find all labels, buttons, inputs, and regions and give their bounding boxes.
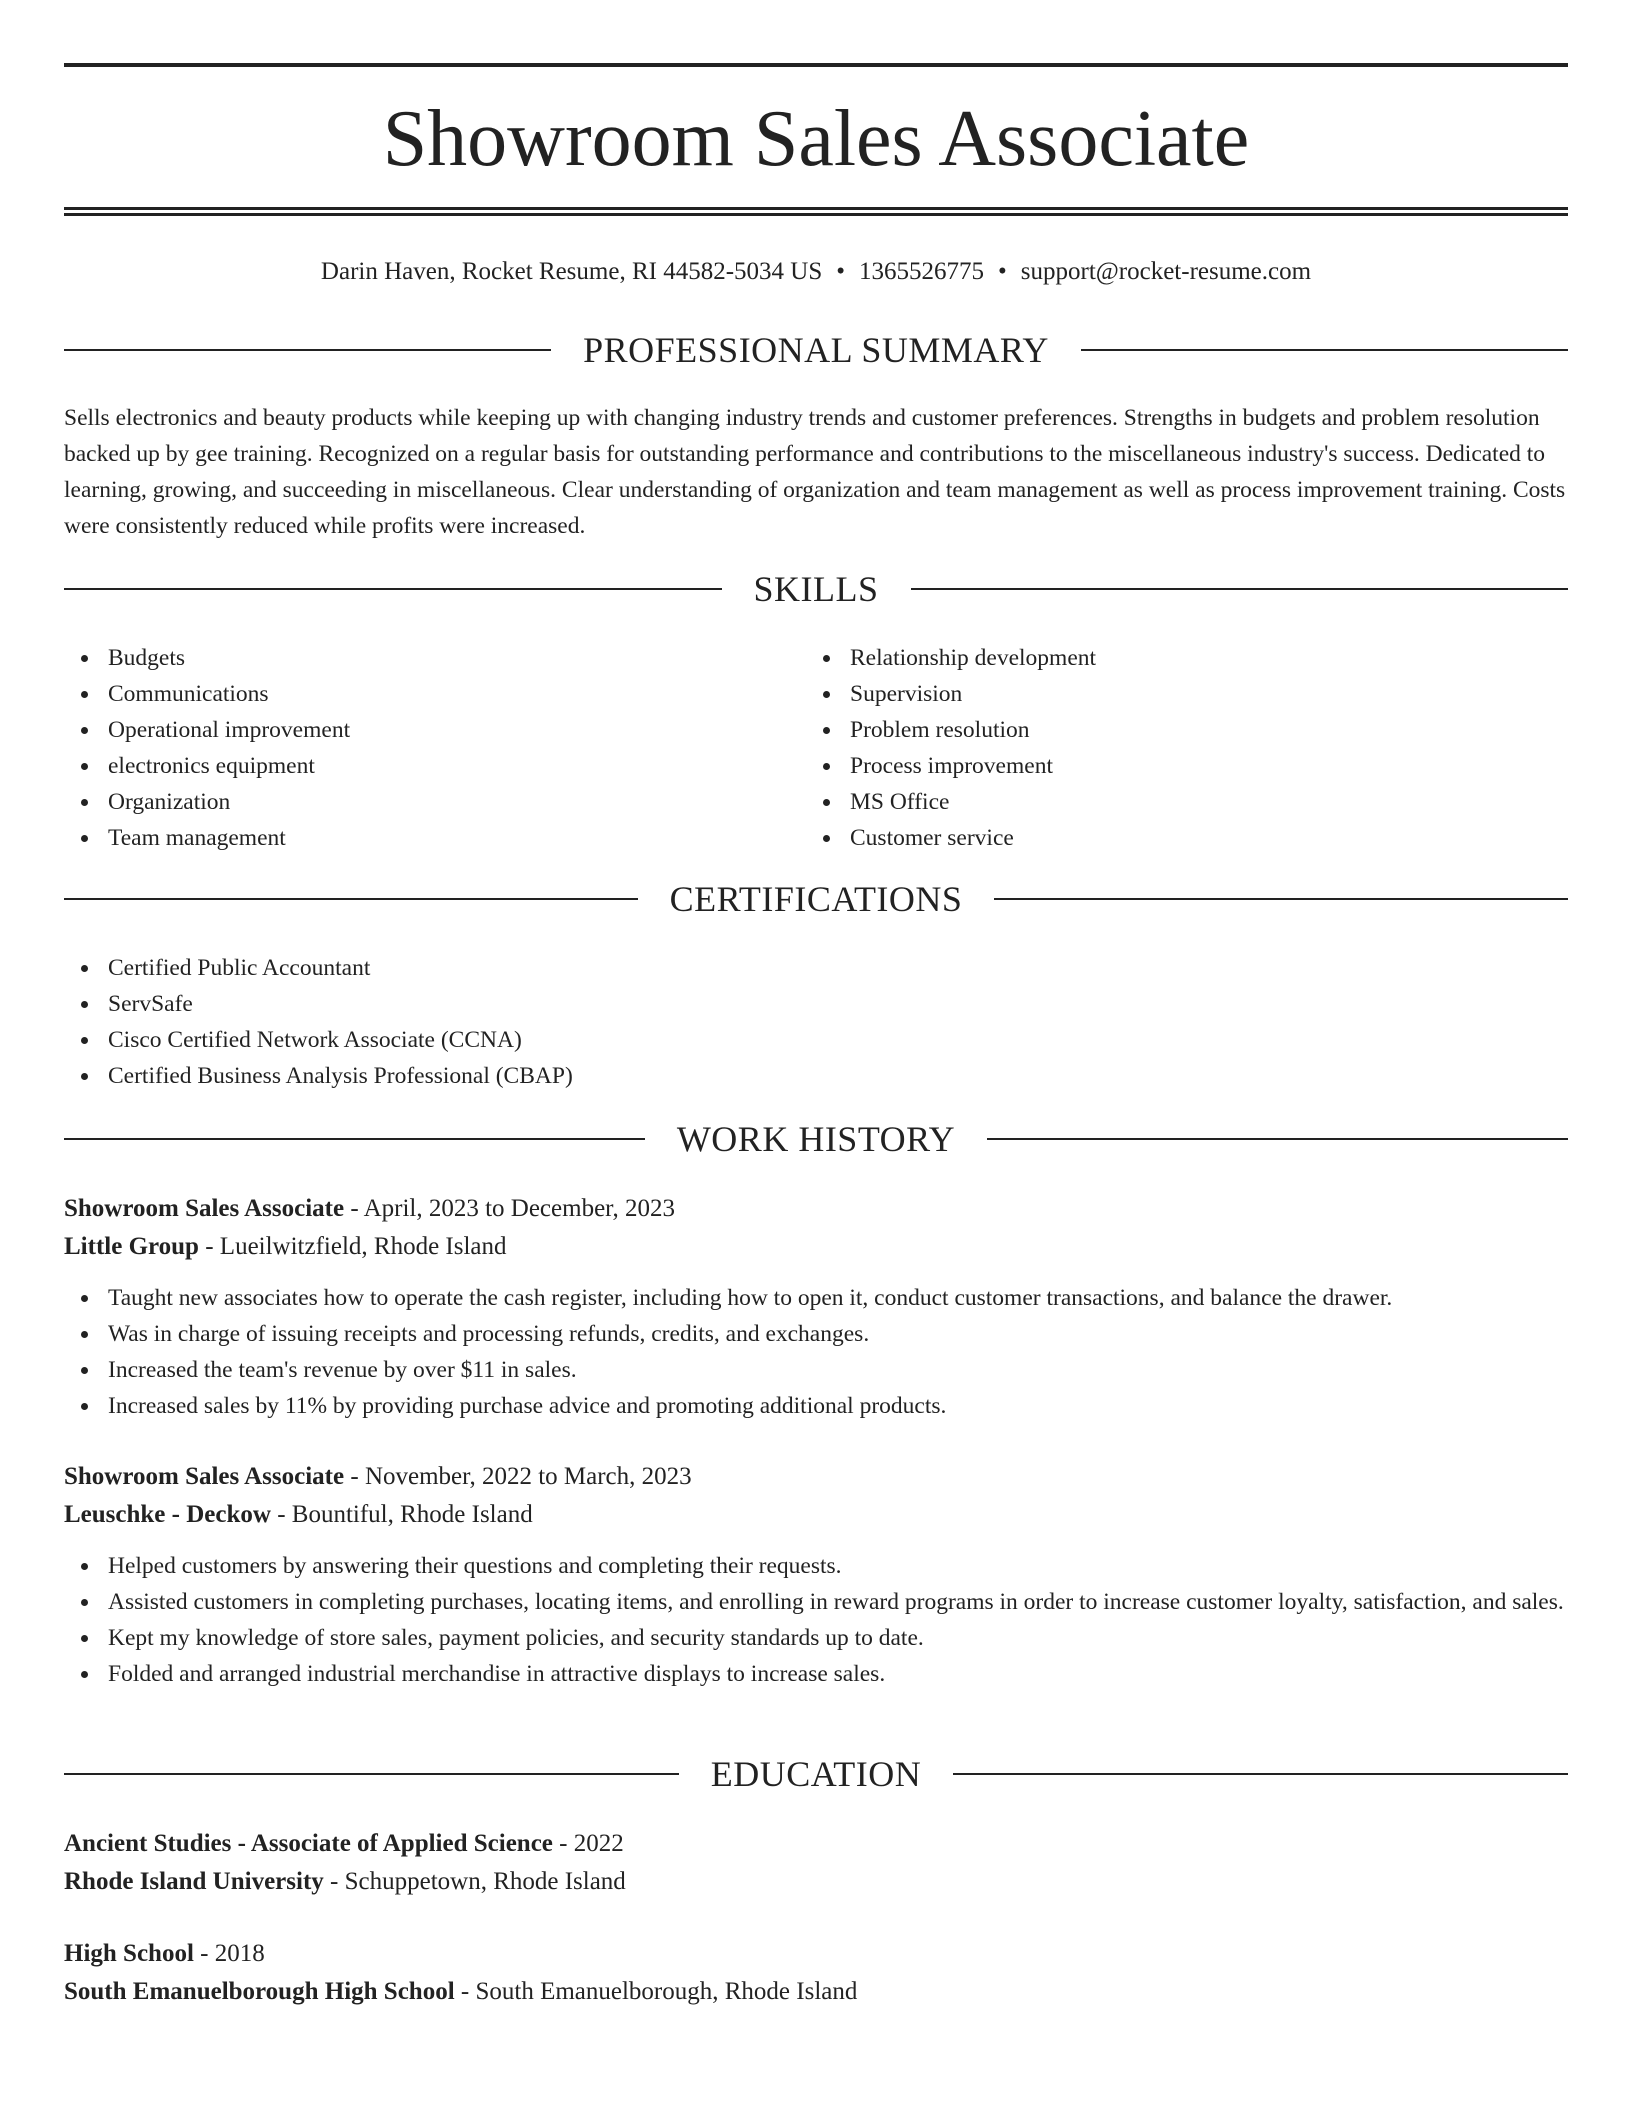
- job-bullet: Folded and arranged industrial merchandise in attractive displays to increase sales.: [108, 1656, 1568, 1692]
- job-location: Lueilwitzfield, Rhode Island: [219, 1233, 507, 1260]
- certification-item: Cisco Certified Network Associate (CCNA): [108, 1022, 573, 1058]
- skill-item: Problem resolution: [850, 712, 1096, 748]
- job-bullet: Increased sales by 11% by providing purchase advice and promoting additional products.: [108, 1388, 1568, 1424]
- job-bullet: Kept my knowledge of store sales, payment policies, and security standards up to date.: [108, 1620, 1568, 1656]
- job-entry: [64, 1190, 1568, 1424]
- section-title: PROFESSIONAL SUMMARY: [583, 330, 1049, 370]
- job-dates: November, 2022 to March, 2023: [364, 1463, 692, 1490]
- education-school: South Emanuelborough High School: [64, 1978, 455, 2005]
- skills-column-left: [64, 640, 350, 856]
- skill-item: Operational improvement: [108, 712, 350, 748]
- heading-rule: [953, 1773, 1568, 1775]
- education-school-line: Rhode Island University - Schuppetown, Rhode Island: [64, 1868, 626, 1895]
- contact-email: support@rocket-resume.com: [1020, 258, 1312, 285]
- education-entry: [64, 1825, 1568, 1901]
- education-degree: High School: [64, 1940, 194, 1967]
- job-title-line: Showroom Sales Associate - November, 2022 to March, 2023: [64, 1463, 692, 1490]
- education-school: Rhode Island University: [64, 1868, 324, 1895]
- section-heading-work-history: [64, 1117, 1568, 1161]
- skill-item: Process improvement: [850, 748, 1096, 784]
- job-company-line: Little Group - Lueilwitzfield, Rhode Island: [64, 1233, 507, 1260]
- job-bullets: [64, 1280, 1568, 1424]
- skill-item: Supervision: [850, 676, 1096, 712]
- skill-item: Communications: [108, 676, 350, 712]
- job-dates: April, 2023 to December, 2023: [363, 1195, 675, 1222]
- heading-rule: [64, 1138, 645, 1140]
- contact-address: Darin Haven, Rocket Resume, RI 44582-5034 US: [320, 258, 823, 285]
- education-degree: Ancient Studies - Associate of Applied Science: [64, 1830, 553, 1857]
- job-bullet: Was in charge of issuing receipts and processing refunds, credits, and exchanges.: [108, 1316, 1568, 1352]
- certification-item: ServSafe: [108, 986, 573, 1022]
- skill-item: MS Office: [850, 784, 1096, 820]
- heading-rule: [987, 1138, 1568, 1140]
- job-bullet: Taught new associates how to operate the cash register, including how to open it, conduct customer transactions, and balance the drawer.: [108, 1280, 1568, 1316]
- job-title: Showroom Sales Associate: [64, 1195, 345, 1222]
- heading-rule: [911, 588, 1569, 590]
- contact-phone: 1365526775: [859, 258, 984, 285]
- contact-separator: •: [998, 258, 1007, 285]
- job-bullet: Increased the team's revenue by over $11 in sales.: [108, 1352, 1568, 1388]
- heading-rule: [64, 898, 638, 900]
- job-bullet: Assisted customers in completing purchases, locating items, and enrolling in reward programs in order to increase customer loyalty, satisfaction, and sales.: [108, 1584, 1568, 1620]
- skill-item: electronics equipment: [108, 748, 350, 784]
- section-heading-summary: [64, 328, 1568, 372]
- job-entry: [64, 1458, 1568, 1692]
- skill-item: Team management: [108, 820, 350, 856]
- certification-item: Certified Business Analysis Professional (CBAP): [108, 1058, 573, 1094]
- job-bullets: [64, 1548, 1568, 1692]
- job-title: Showroom Sales Associate: [64, 1463, 345, 1490]
- contact-separator: •: [836, 258, 845, 285]
- education-school-line: South Emanuelborough High School - South Emanuelborough, Rhode Island: [64, 1978, 858, 2005]
- education-degree-line: High School - 2018: [64, 1940, 265, 1967]
- summary-text: Sells electronics and beauty products while keeping up with changing industry trends and customer preferences. Strengths in budgets and problem resolution backed up by gee training. Recognized on a regular basis for outstanding performance and contributions to the miscellaneous industry's success. Dedicated to learning, growing, and succeeding in miscellaneous. Clear understanding of organization and team management as well as process improvement training. Costs were consistently reduced while profits were increased.: [64, 405, 1566, 539]
- section-title: EDUCATION: [710, 1754, 922, 1794]
- job-company: Little Group: [64, 1233, 199, 1260]
- resume-title: Showroom Sales Associate: [382, 95, 1250, 183]
- certification-item: Certified Public Accountant: [108, 950, 573, 986]
- heading-rule: [64, 1773, 679, 1775]
- job-company-line: Leuschke - Deckow - Bountiful, Rhode Island: [64, 1501, 533, 1528]
- section-heading-certifications: [64, 877, 1568, 921]
- section-title: WORK HISTORY: [676, 1119, 956, 1159]
- skill-item: Relationship development: [850, 640, 1096, 676]
- heading-rule: [64, 349, 551, 351]
- skill-item: Budgets: [108, 640, 350, 676]
- heading-rule: [64, 588, 722, 590]
- education-location: South Emanuelborough, Rhode Island: [475, 1978, 858, 2005]
- section-heading-education: [64, 1752, 1568, 1796]
- contact-line: [64, 254, 1568, 290]
- job-bullet: Helped customers by answering their questions and completing their requests.: [108, 1548, 1568, 1584]
- heading-rule: [994, 898, 1568, 900]
- heading-rule: [1081, 349, 1568, 351]
- skill-item: Organization: [108, 784, 350, 820]
- education-location: Schuppetown, Rhode Island: [344, 1868, 626, 1895]
- section-title: SKILLS: [753, 569, 879, 609]
- title-double-rule: [64, 207, 1568, 216]
- education-year: 2022: [573, 1830, 624, 1857]
- skills-column-right: [806, 640, 1096, 856]
- section-title: CERTIFICATIONS: [669, 879, 963, 919]
- skill-item: Customer service: [850, 820, 1096, 856]
- education-degree-line: Ancient Studies - Associate of Applied Science - 2022: [64, 1830, 624, 1857]
- top-rule: [64, 63, 1568, 67]
- job-location: Bountiful, Rhode Island: [291, 1501, 533, 1528]
- education-year: 2018: [214, 1940, 265, 1967]
- section-heading-skills: [64, 567, 1568, 611]
- certifications-list: [64, 950, 573, 1094]
- job-title-line: Showroom Sales Associate - April, 2023 to December, 2023: [64, 1195, 675, 1222]
- job-company: Leuschke - Deckow: [64, 1501, 271, 1528]
- education-entry: [64, 1935, 1568, 2011]
